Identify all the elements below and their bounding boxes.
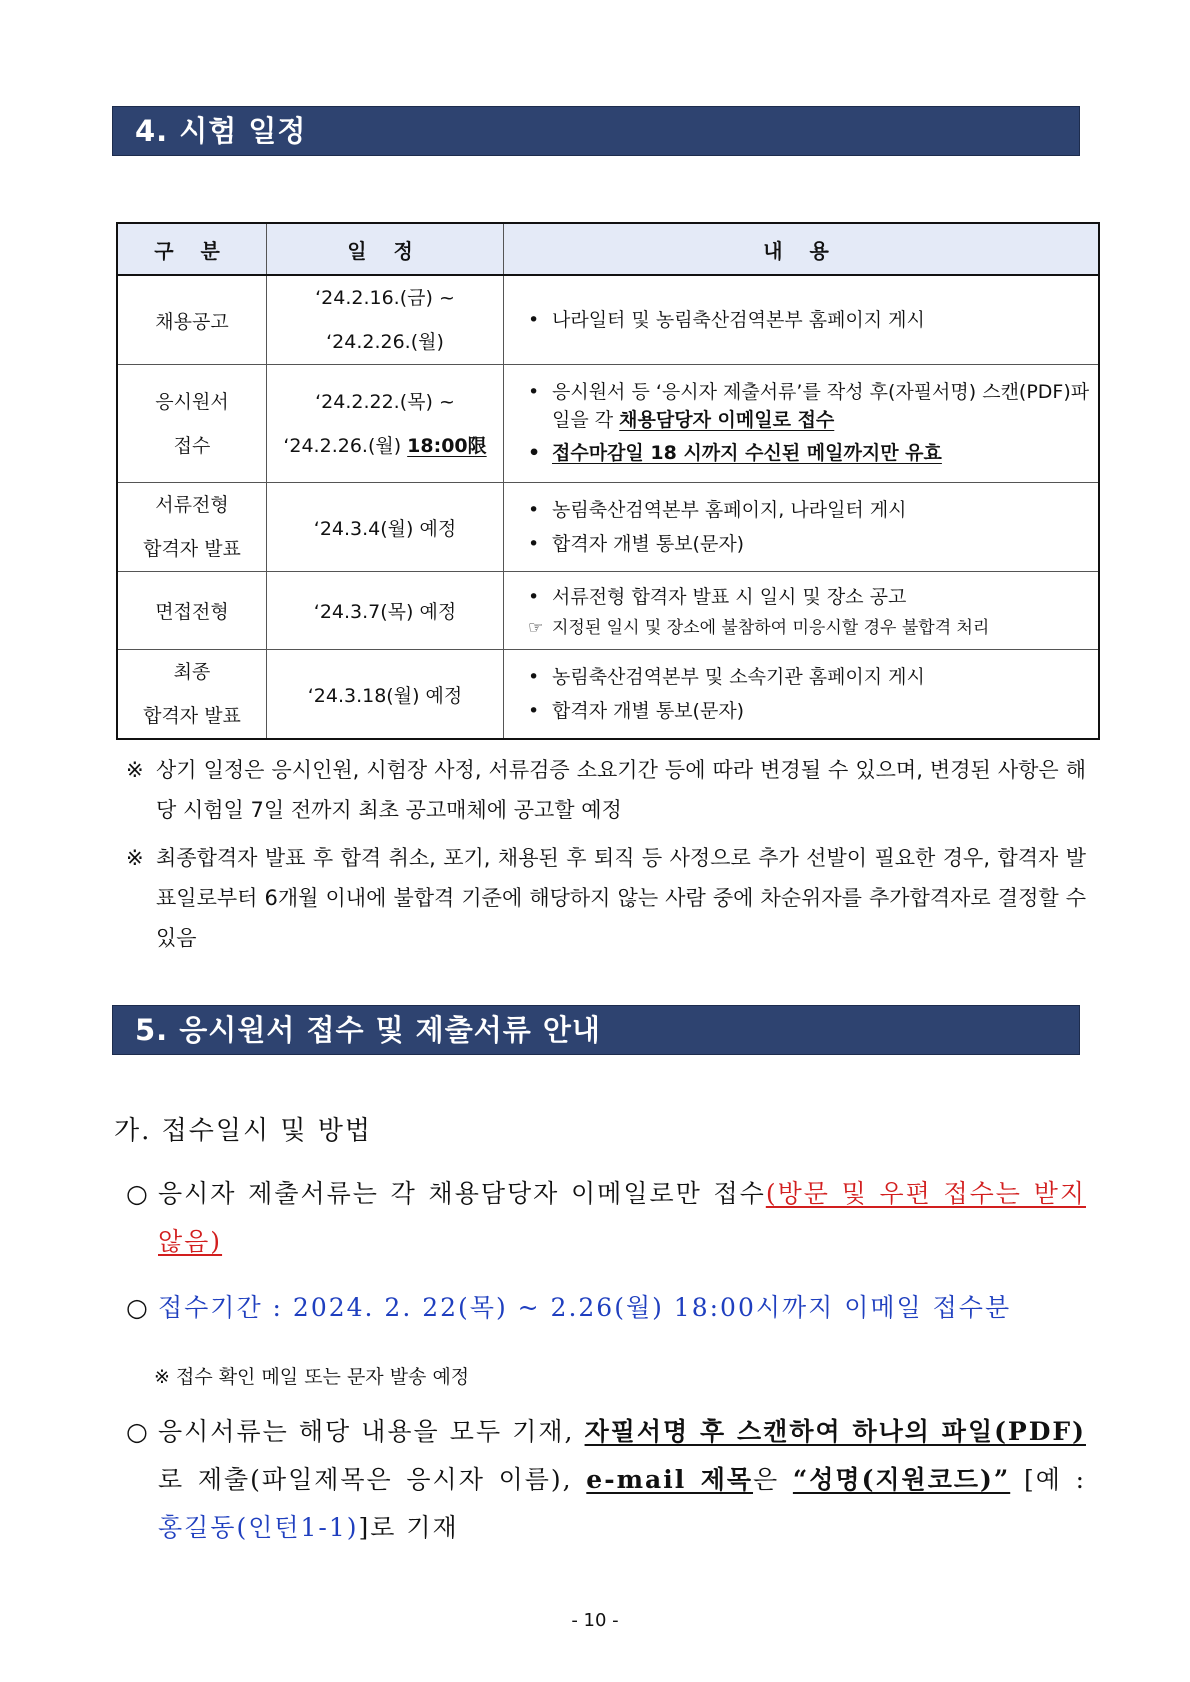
page-number: - 10 - [571, 1610, 619, 1631]
deadline-badge: 18:00限 [407, 434, 487, 457]
row-dates: ‘24.3.18(월) 예정 [267, 650, 504, 740]
row-category: 면접전형 [117, 572, 267, 650]
schedule-note-1: ※ 상기 일정은 응시인원, 시험장 사정, 서류검증 소요기간 등에 따라 변경될 수 있으며, 변경된 사항은 해당 시험일 7일 전까지 최초 공고매체에 공고할 예정 [126, 758, 1086, 822]
row-content: • 나라일터 및 농림축산검역본부 홈페이지 게시 [504, 275, 1100, 365]
header-schedule: 일 정 [267, 223, 504, 275]
header-content: 내 용 [504, 223, 1100, 275]
paragraph-submission-period: ○ 접수기간 : 2024. 2. 22(목) ~ 2.26(월) 18:00시까지 이메일 접수분 [126, 1293, 1012, 1322]
table-row [117, 365, 1099, 483]
paragraph-document-format: ○ 응시서류는 해당 내용을 모두 기재, 자필서명 후 스캔하여 하나의 파일(PDF)로 제출(파일제목은 응시자 이름), e-mail 제목은 “성명(지원코드)” [예 : 홍길동(인턴1-1)]로 기재 [126, 1417, 1086, 1542]
row-category: 최종 합격자 발표 [117, 650, 267, 740]
table-header-row [117, 223, 1099, 275]
row-dates: ‘24.2.16.(금) ~ ‘24.2.26.(월) [267, 275, 504, 365]
row-category: 응시원서 접수 [117, 365, 267, 483]
row-category: 서류전형 합격자 발표 [117, 483, 267, 572]
row-content: • 서류전형 합격자 발표 시 일시 및 장소 공고 ☞ 지정된 일시 및 장소에 불참하여 미응시할 경우 불합격 처리 [504, 572, 1100, 650]
pointing-hand-icon: ☞ [528, 617, 544, 638]
table-row [117, 572, 1099, 650]
row-dates: ‘24.3.7(목) 예정 [267, 572, 504, 650]
confirmation-note: ※ 접수 확인 메일 또는 문자 발송 예정 [154, 1366, 470, 1388]
row-dates: ‘24.2.22.(목) ~ ‘24.2.26.(월) 18:00限 [267, 365, 504, 483]
schedule-note-2: ※ 최종합격자 발표 후 합격 취소, 포기, 채용된 후 퇴직 등 사정으로 추가 선발이 필요한 경우, 합격자 발표일로부터 6개월 이내에 불합격 기준에 해당하지 않는 사람 중에 차순위자를 추가합격자로 결정할 수 있음 [126, 846, 1086, 950]
header-category: 구 분 [117, 223, 267, 275]
section-4-title: 4. 시험 일정 [112, 106, 1080, 156]
paragraph-submission-method: ○ 응시자 제출서류는 각 채용담당자 이메일로만 접수(방문 및 우편 접수는 받지 않음) [126, 1179, 1086, 1256]
row-content: • 농림축산검역본부 홈페이지, 나라일터 게시 • 합격자 개별 통보(문자) [504, 483, 1100, 572]
schedule-table [116, 222, 1100, 740]
subsection-title: 가. 접수일시 및 방법 [114, 1116, 372, 1146]
section-5-title: 5. 응시원서 접수 및 제출서류 안내 [112, 1005, 1080, 1055]
table-row [117, 650, 1099, 740]
table-row [117, 275, 1099, 365]
row-content: • 응시원서 등 ‘응시자 제출서류’를 작성 후(자필서명) 스캔(PDF)파일을 각 채용담당자 이메일로 접수 • 접수마감일 18 시까지 수신된 메일까지만 유효 [504, 365, 1100, 483]
row-category: 채용공고 [117, 275, 267, 365]
row-content: • 농림축산검역본부 및 소속기관 홈페이지 게시 • 합격자 개별 통보(문자) [504, 650, 1100, 740]
table-row [117, 483, 1099, 572]
row-dates: ‘24.3.4(월) 예정 [267, 483, 504, 572]
